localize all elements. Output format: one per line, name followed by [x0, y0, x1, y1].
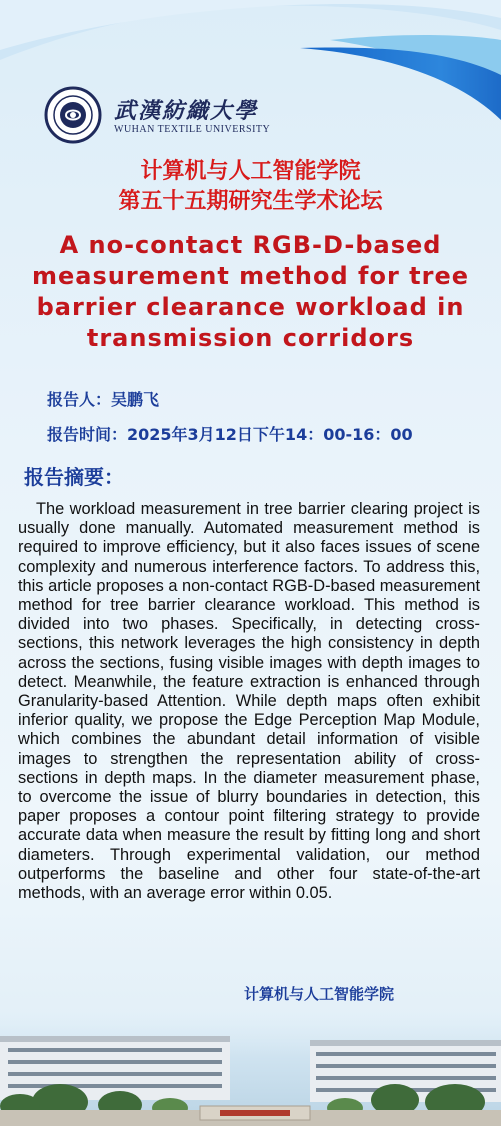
- forum-heading: [0, 157, 501, 217]
- university-name-english: WUHAN TEXTILE UNIVERSITY: [114, 124, 271, 135]
- university-seal-logo: [44, 86, 102, 144]
- campus-photo-banner: [0, 1010, 501, 1126]
- forum-edition: 第五十五期研究生学术论坛: [118, 189, 383, 214]
- university-logo-header: [44, 86, 284, 144]
- college-name: 计算机与人工智能学院: [140, 159, 361, 184]
- footer-organizer: 计算机与人工智能学院: [244, 985, 395, 1003]
- university-name-chinese: 武漢紡織大學: [114, 98, 259, 124]
- abstract-heading: 报告摘要：: [24, 465, 124, 489]
- abstract-text: The workload measurement in tree barrier clearing project is usually done manually. Automated measurement method is required to improve efficiency, but it also faces issues of scene complexity and numerous interference factors. To address this, this article proposes a non-contact RGB-D-based measurement method for tree barrier clearance workload. This method is divided into two phases. Specifically, in detecting cross-sections, this network leverages the high consistency in depth across the sections, fusing visible images with depth images to detect. Meanwhile, the feature extraction is enhanced through Granularity-based Attention. While depth maps often exhibit inferior quality, we propose the Edge Perception Map Module, which combines the abundant detail information of visible images to strengthen the representation ability of cross-sections in depth maps. In the diameter measurement phase, to overcome the issue of blurry boundaries in detection, this paper proposes a contour point filtering strategy to provide accurate data when measure the result by fitting long and short diameters. Through experimental validation, our method outperforms the baseline and other four state-of-the-art methods, with an average error within 0.05.: [18, 500, 480, 903]
- speaker-line: 报告人：吴鹏飞: [47, 390, 160, 409]
- talk-title: A no-contact RGB-D-based measurement method for tree barrier clearance workload in transmission corridors: [31, 231, 469, 352]
- time-line: 报告时间：2025年3月12日下午14：00-16：00: [47, 425, 413, 444]
